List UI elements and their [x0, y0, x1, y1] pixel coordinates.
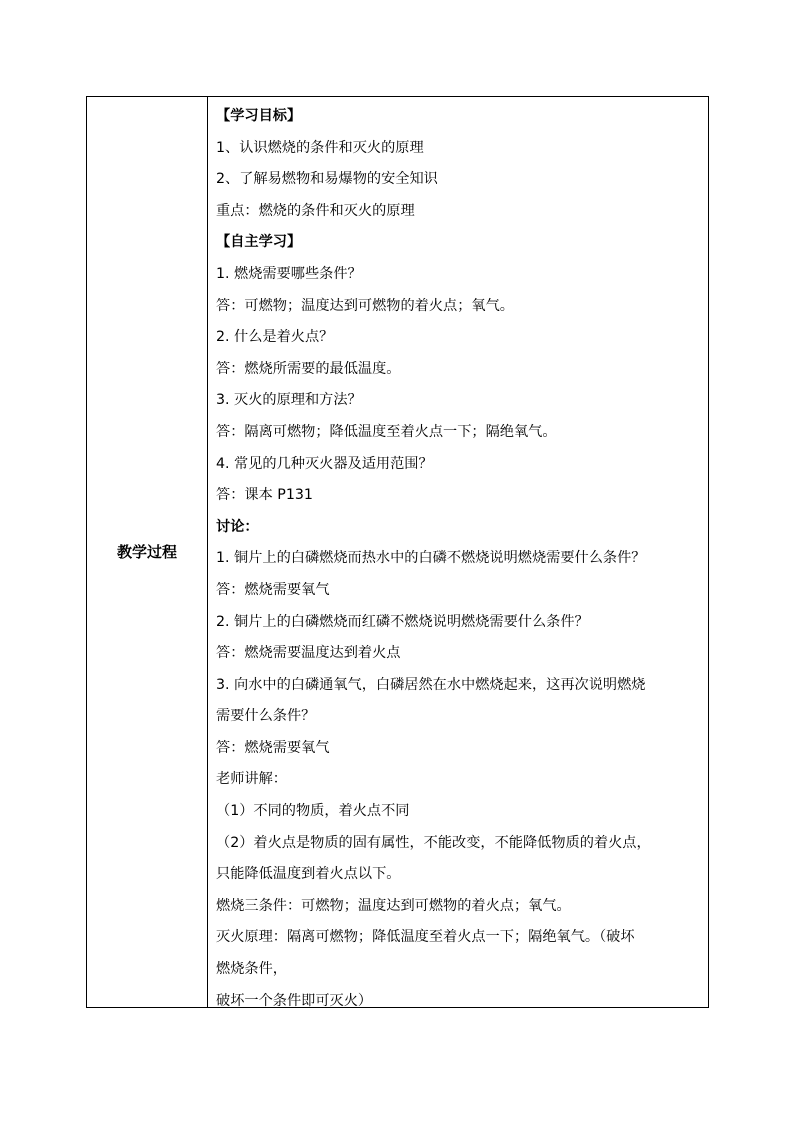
- content-line: 只能降低温度到着火点以下。: [216, 866, 401, 883]
- content-line: （1）不同的物质，着火点不同: [216, 803, 410, 820]
- content-line: 2. 铜片上的白磷燃烧而红磷不燃烧说明燃烧需要什么条件？: [216, 613, 589, 630]
- content-line: 1. 燃烧需要哪些条件？: [216, 265, 362, 282]
- content-line: 需要什么条件？: [216, 708, 316, 725]
- content-line: 答：燃烧需要温度达到着火点: [216, 645, 401, 662]
- content-line: 2、了解易燃物和易爆物的安全知识: [216, 171, 438, 188]
- content-line: 燃烧三条件：可燃物；温度达到可燃物的着火点；氧气。: [216, 897, 571, 914]
- content-line: 灭火原理：隔离可燃物；降低温度至着火点一下；隔绝氧气。（破坏: [216, 929, 635, 946]
- content-line: 2. 什么是着火点？: [216, 329, 334, 346]
- column-divider: [207, 97, 208, 1007]
- section-heading: 【学习目标】: [216, 108, 302, 124]
- content-line: 破坏一个条件即可灭火）: [216, 992, 373, 1009]
- content-line: 答：燃烧所需要的最低温度。: [216, 360, 401, 377]
- content-line: 4. 常见的几种灭火器及适用范围？: [216, 455, 433, 472]
- lesson-table: [86, 96, 709, 1008]
- content-line: 3. 灭火的原理和方法？: [216, 392, 362, 409]
- content-line: 答：燃烧需要氧气: [216, 581, 330, 598]
- section-label: 教学过程: [116, 543, 177, 561]
- content-line: （2）着火点是物质的固有属性，不能改变，不能降低物质的着火点，: [216, 834, 651, 851]
- content-line: 答：燃烧需要氧气: [216, 739, 330, 756]
- content-line: 1. 铜片上的白磷燃烧而热水中的白磷不燃烧说明燃烧需要什么条件？: [216, 550, 646, 567]
- lesson-content: [216, 101, 708, 1017]
- section-heading: 【自主学习】: [216, 234, 302, 251]
- content-line: 答：课本 P131: [216, 487, 313, 504]
- content-line: 老师讲解：: [216, 771, 287, 788]
- content-line: 答：可燃物；温度达到可燃物的着火点；氧气。: [216, 297, 514, 314]
- content-line: 燃烧条件，: [216, 961, 287, 978]
- content-line: 重点：燃烧的条件和灭火的原理: [216, 202, 415, 219]
- content-line: 1、认识燃烧的条件和灭火的原理: [216, 139, 424, 156]
- section-heading: 讨论：: [216, 518, 259, 535]
- content-line: 3. 向水中的白磷通氧气，白磷居然在水中燃烧起来，这再次说明燃烧: [216, 676, 646, 693]
- content-line: 答：隔离可燃物；降低温度至着火点一下；隔绝氧气。: [216, 423, 557, 440]
